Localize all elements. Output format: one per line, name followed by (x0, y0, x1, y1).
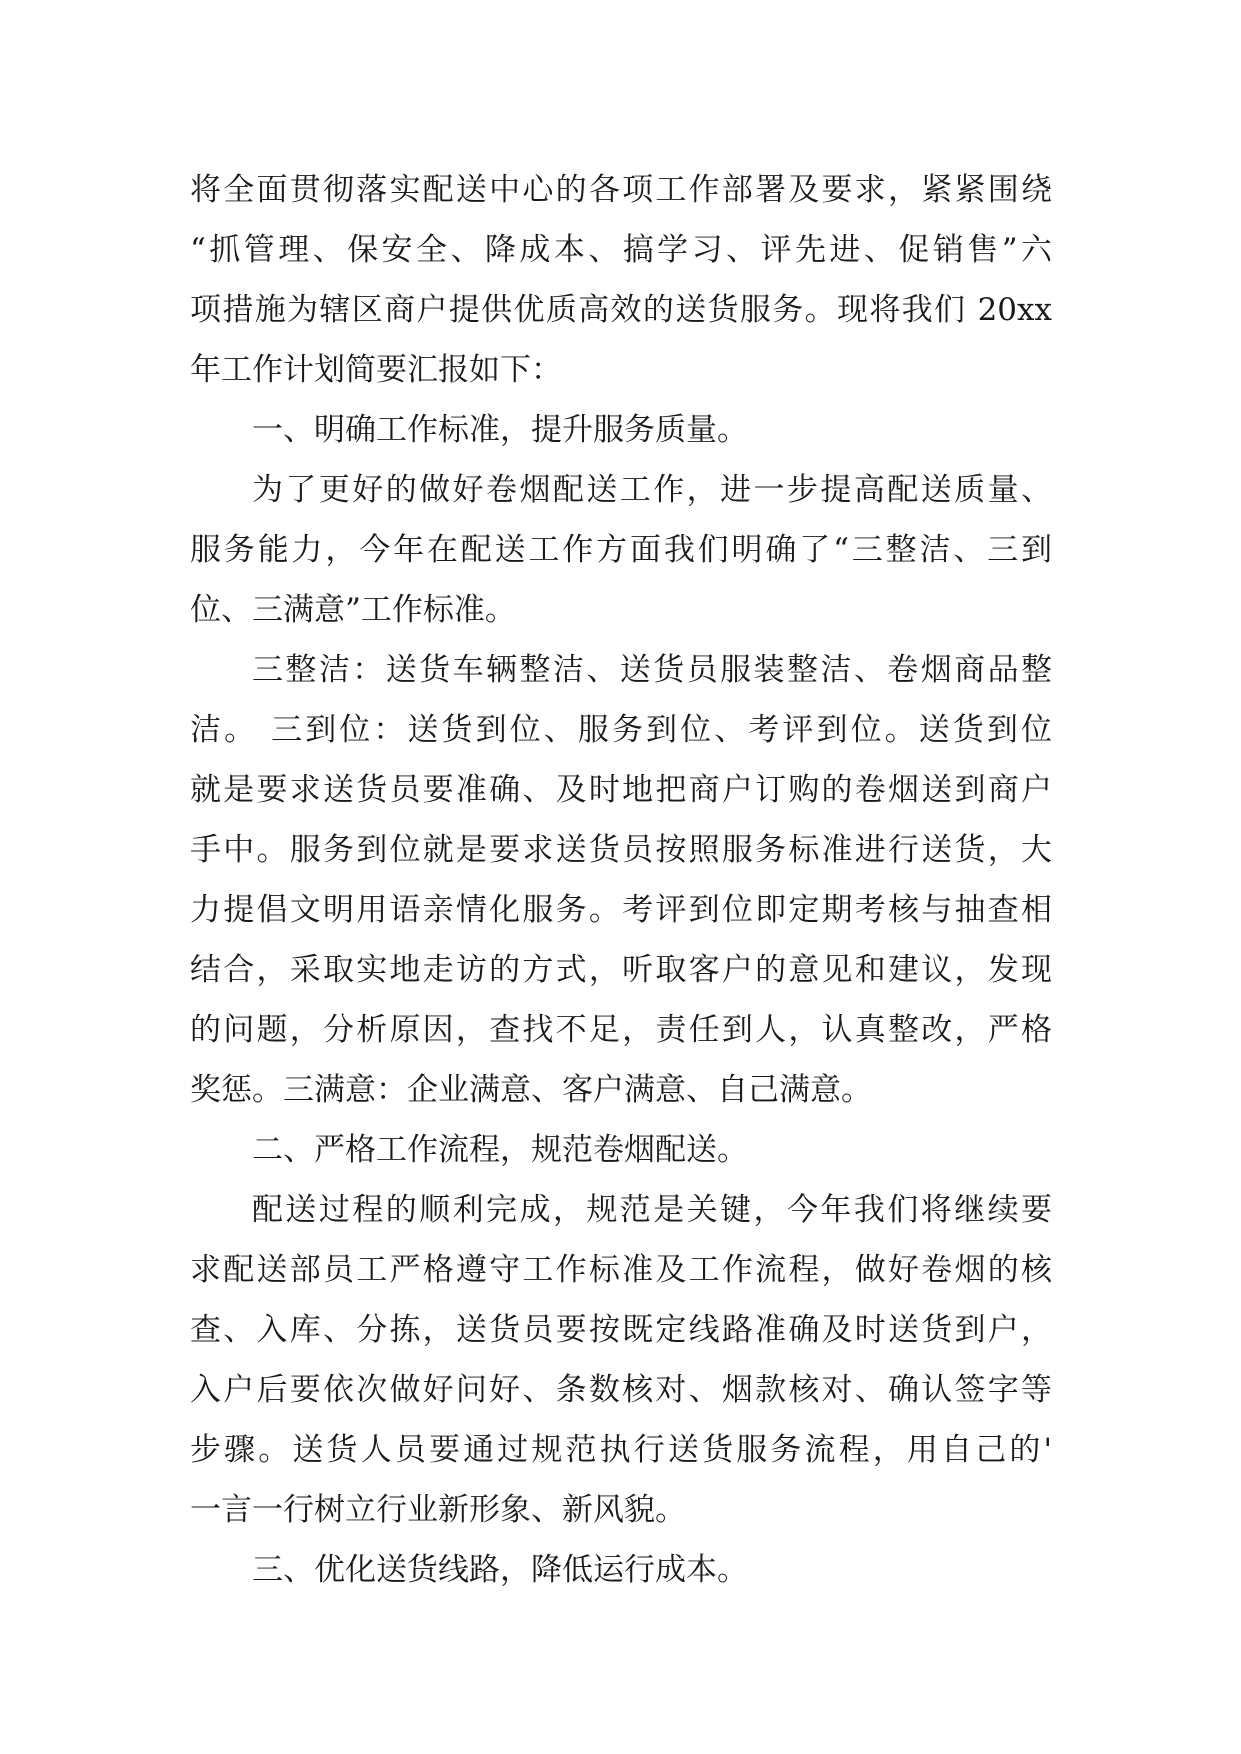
text-line: 奖惩。三满意：企业满意、客户满意、自己满意。 (190, 1072, 872, 1108)
section-heading: 三、优化送货线路，降低运行成本。 (252, 1552, 748, 1588)
text-line: 三整洁：送货车辆整洁、送货员服装整洁、卷烟商品整 (252, 652, 1052, 688)
text-line: 步骤。送货人员要通过规范执行送货服务流程，用自己的' (190, 1432, 1052, 1468)
text-line: 手中。服务到位就是要求送货员按照服务标准进行送货，大 (190, 832, 1052, 868)
text-line: 位、三满意”工作标准。 (190, 592, 516, 628)
section-heading: 一、明确工作标准，提升服务质量。 (252, 412, 748, 448)
text-line: 年工作计划简要汇报如下： (190, 352, 562, 388)
document-body (190, 160, 1052, 1600)
text-line: 服务能力，今年在配送工作方面我们明确了“三整洁、三到 (190, 532, 1052, 568)
text-line: 力提倡文明用语亲情化服务。考评到位即定期考核与抽查相 (190, 892, 1052, 928)
text-line: 一言一行树立行业新形象、新风貌。 (190, 1492, 686, 1528)
text-line: 求配送部员工严格遵守工作标准及工作流程，做好卷烟的核 (190, 1252, 1052, 1288)
text-line: 配送过程的顺利完成，规范是关键，今年我们将继续要 (252, 1192, 1052, 1228)
text-line: 结合，采取实地走访的方式，听取客户的意见和建议，发现 (190, 952, 1052, 988)
text-line: “抓管理、保安全、降成本、搞学习、评先进、促销售”六 (190, 232, 1052, 268)
section-heading: 二、严格工作流程，规范卷烟配送。 (252, 1132, 748, 1168)
text-line: 就是要求送货员要准确、及时地把商户订购的卷烟送到商户 (190, 772, 1052, 808)
text-line: 入户后要依次做好问好、条数核对、烟款核对、确认签字等 (190, 1372, 1052, 1408)
text-line: 查、入库、分拣，送货员要按既定线路准确及时送货到户， (190, 1312, 1052, 1348)
text-line: 将全面贯彻落实配送中心的各项工作部署及要求，紧紧围绕 (190, 172, 1052, 208)
text-line: 项措施为辖区商户提供优质高效的送货服务。现将我们 20xx (190, 292, 1052, 328)
text-line: 为了更好的做好卷烟配送工作，进一步提高配送质量、 (252, 472, 1052, 508)
text-line: 的问题，分析原因，查找不足，责任到人，认真整改，严格 (190, 1012, 1052, 1048)
text-line: 洁。 三到位：送货到位、服务到位、考评到位。送货到位 (190, 712, 1052, 748)
